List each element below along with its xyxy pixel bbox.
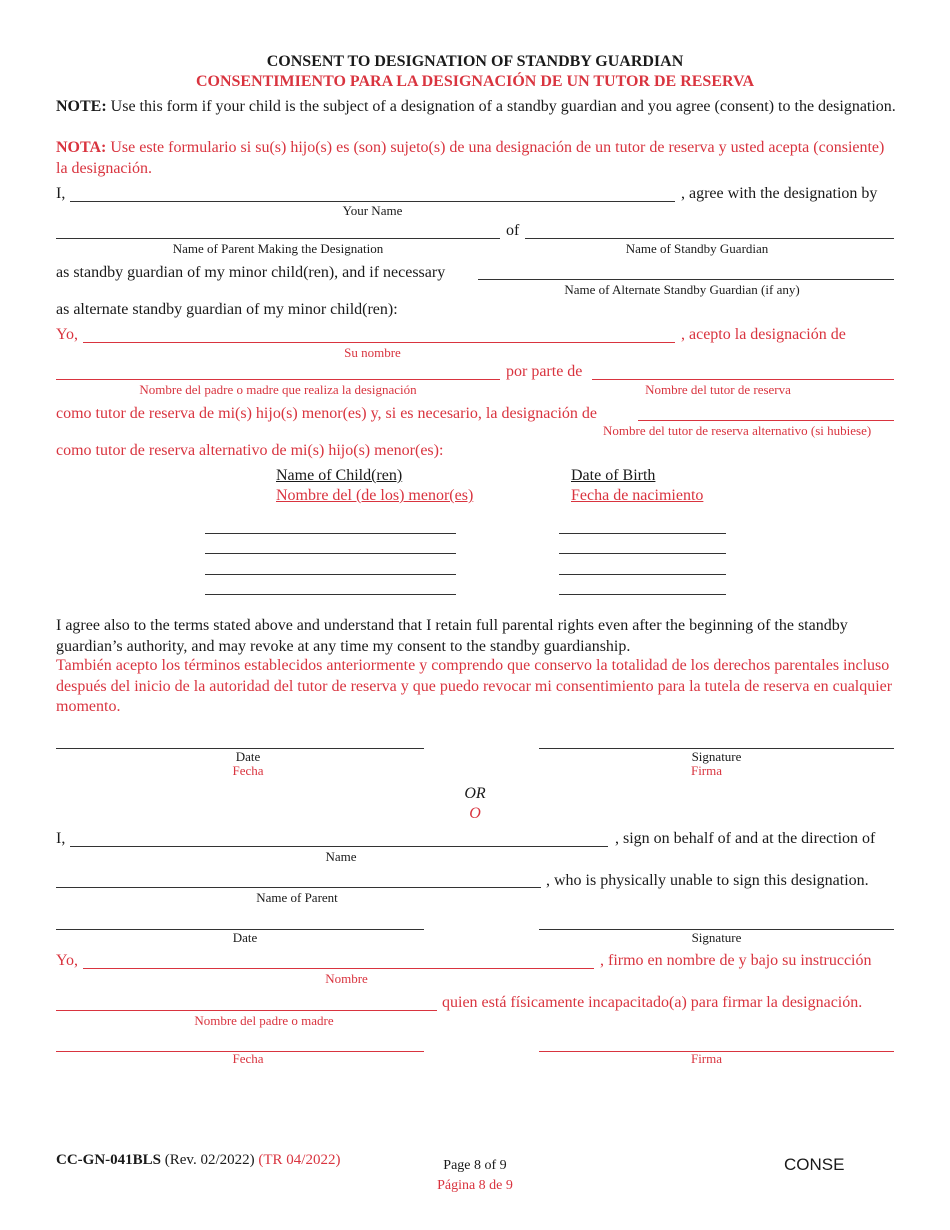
child-dob-row-2[interactable]	[559, 553, 726, 554]
guardian-name-caption: Name of Standby Guardian	[625, 241, 769, 256]
alternate-guardian-caption: Name of Alternate Standby Guardian (if any)	[564, 282, 800, 297]
title-es: CONSENTIMIENTO PARA LA DESIGNACIÓN DE UN TUTOR DE RESERVA	[195, 73, 755, 90]
proxy-fecha-caption: Fecha	[232, 1051, 264, 1066]
your-name-caption: Your Name	[342, 203, 403, 218]
child-dob-row-3[interactable]	[559, 574, 726, 575]
col-dob-es: Fecha de nacimiento	[571, 487, 704, 504]
su-nombre-field[interactable]	[83, 342, 675, 343]
of-text: of	[506, 222, 520, 239]
proxy-padre-field[interactable]	[56, 1010, 437, 1011]
como-alternativo-text: como tutor de reserva alternativo de mi(s) hijo(s) menor(es):	[56, 442, 444, 459]
tutor-nombre-field[interactable]	[592, 379, 894, 380]
child-name-row-2[interactable]	[205, 553, 456, 554]
page-number-en: Page 8 of 9	[443, 1158, 507, 1173]
unable-text: , who is physically unable to sign this designation.	[546, 872, 869, 889]
proxy-name-field[interactable]	[70, 846, 608, 847]
como-tutor-text: como tutor de reserva de mi(s) hijo(s) menor(es) y, si es necesario, la designación de	[56, 405, 597, 422]
yo-label: Yo,	[56, 326, 78, 343]
parent-name-field[interactable]	[56, 238, 500, 239]
form-id: CC-GN-041BLS	[56, 1152, 162, 1168]
firma-caption-1: Firma	[690, 763, 723, 778]
title-en: CONSENT TO DESIGNATION OF STANDBY GUARDIAN	[266, 53, 684, 70]
note-es-text: Use este formulario si su(s) hijo(s) es (son) sujeto(s) de una designación de un tutor de reserva y usted acepta (consiente) la designación.	[56, 139, 885, 177]
note-en-label: NOTE:	[56, 98, 107, 115]
guardian-name-field[interactable]	[525, 238, 894, 239]
fecha-caption-1: Fecha	[232, 763, 264, 778]
col-child-name-es: Nombre del (de los) menor(es)	[276, 487, 474, 504]
child-name-row-4[interactable]	[205, 594, 456, 595]
proxy-nombre-caption: Nombre	[325, 971, 368, 986]
incapacitado-text: quien está físicamente incapacitado(a) para firmar la designación.	[442, 994, 863, 1011]
note-es-label: NOTA:	[56, 139, 107, 156]
proxy-yo-label: Yo,	[56, 952, 78, 969]
signature-caption-1: Signature	[691, 749, 742, 764]
i-label: I,	[56, 185, 66, 202]
acepto-text: , acepto la designación de	[681, 326, 846, 343]
tutor-nombre-caption: Nombre del tutor de reserva	[645, 382, 791, 397]
note-en-text: Use this form if your child is the subject of a designation of a standby guardian and you agree (consent) to the designation.	[110, 98, 896, 115]
form-rev: (Rev. 02/2022)	[164, 1152, 255, 1168]
sign-behalf-text: , sign on behalf of and at the direction of	[615, 830, 876, 847]
agreement-en: I agree also to the terms stated above and understand that I retain full parental rights even after the beginning of the standby guardian’s authority, and may revoke at any time my consent to the standby guardianship.	[56, 617, 848, 655]
su-nombre-caption: Su nombre	[344, 345, 401, 360]
proxy-padre-caption: Nombre del padre o madre	[194, 1013, 334, 1028]
firmo-text: , firmo en nombre de y bajo su instrucción	[600, 952, 872, 969]
tutor-alternativo-field[interactable]	[638, 420, 894, 421]
agree-text: , agree with the designation by	[681, 185, 878, 202]
as-alternate-text: as alternate standby guardian of my minor child(ren):	[56, 301, 398, 318]
or-en: OR	[464, 785, 486, 802]
col-child-name-en: Name of Child(ren)	[276, 467, 403, 484]
proxy-name-caption: Name	[325, 849, 357, 864]
tutor-alternativo-caption: Nombre del tutor de reserva alternativo (si hubiese)	[603, 423, 872, 438]
form-code: CONSE	[784, 1155, 845, 1174]
proxy-nombre-field[interactable]	[83, 968, 594, 969]
page-number-es: Página 8 de 9	[437, 1178, 513, 1193]
child-name-row-1[interactable]	[205, 533, 456, 534]
proxy-parent-field[interactable]	[56, 887, 541, 888]
your-name-field[interactable]	[70, 201, 675, 202]
proxy-firma-caption: Firma	[690, 1051, 723, 1066]
alternate-guardian-field[interactable]	[478, 279, 894, 280]
padre-nombre-caption: Nombre del padre o madre que realiza la designación	[139, 382, 417, 397]
agreement-es: También acepto los términos establecidos anteriormente y comprendo que conservo la totalidad de los derechos parentales incluso después del inicio de la autoridad del tutor de reserva y que puedo revocar mi consentimiento para la tutela de reserva en cualquier momento.	[56, 657, 893, 715]
or-es: O	[469, 805, 481, 822]
form-tr: (TR 04/2022)	[258, 1152, 341, 1168]
note-es	[56, 138, 896, 179]
proxy-signature-caption: Signature	[691, 930, 742, 945]
as-standby-text: as standby guardian of my minor child(ren), and if necessary	[56, 264, 446, 281]
child-name-row-3[interactable]	[205, 574, 456, 575]
por-parte-text: por parte de	[506, 363, 583, 380]
form-id-line	[56, 1152, 340, 1169]
child-dob-row-4[interactable]	[559, 594, 726, 595]
proxy-i-label: I,	[56, 830, 66, 847]
padre-nombre-field[interactable]	[56, 379, 500, 380]
date-caption-1: Date	[235, 749, 261, 764]
col-dob-en: Date of Birth	[571, 467, 656, 484]
proxy-parent-caption: Name of Parent	[256, 890, 338, 905]
parent-name-caption: Name of Parent Making the Designation	[172, 241, 384, 256]
note-en	[56, 97, 896, 118]
child-dob-row-1[interactable]	[559, 533, 726, 534]
proxy-date-caption: Date	[232, 930, 258, 945]
